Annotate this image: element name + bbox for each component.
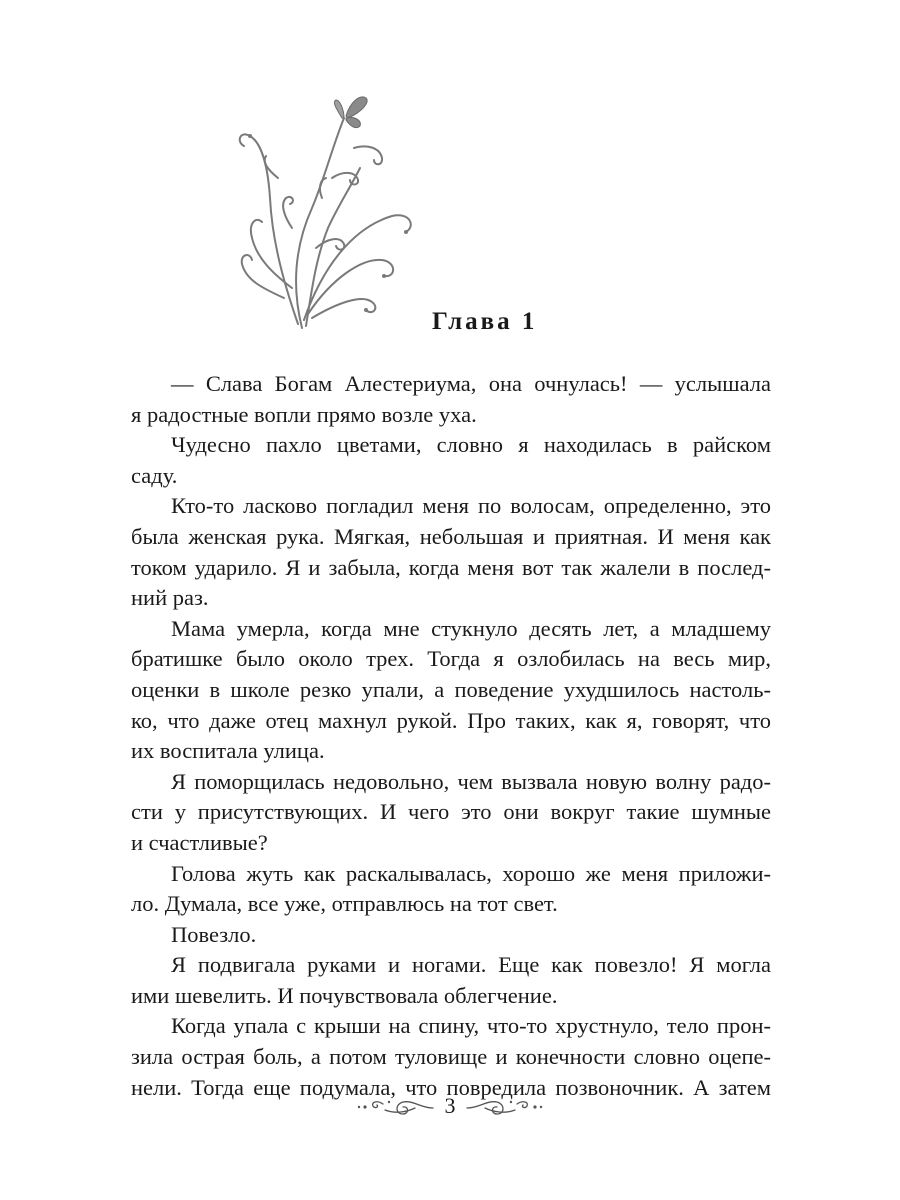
text-line: — Слава Богам Алестериума, она очнулась! — услышала [171,371,771,396]
text-line: братишке было около трех. Тогда я озлобилась на весь мир, [131,646,771,672]
text-line: Чудесно пахло цветами, словно я находилась в райском [171,432,771,458]
text-line: Мама умерла, когда мне стукнуло десять лет, а младшему [171,615,771,641]
floral-ornament-icon [232,88,422,336]
text-line: зила острая боль, а потом туловище и конечности словно оцепе- [131,1044,771,1070]
text-line: саду. [131,462,178,488]
text-line: сти у присутствующих. И чего это они вокруг такие шумные [131,799,771,825]
page-footer [355,1090,545,1126]
text-line: Кто-то ласково погладил меня по волосам, определенно, это [171,493,771,519]
text-line: Когда упала с крыши на спину, что-то хрустнуло, тело прон- [171,1013,771,1039]
text-line: была женская рука. Мягкая, небольшая и приятная. И меня как [131,523,771,549]
text-line: Повезло. [171,921,257,947]
text-line: Голова жуть как раскалывалась, хорошо же меня приложи- [171,860,771,886]
text-line: оценки в школе резко упали, а поведение ухудшилось настоль- [131,676,771,702]
chapter-title: Глава 1 [432,308,538,335]
text-line: ими шевелить. И почувствовала облегчение. [131,982,558,1008]
chapter-text [131,369,771,1103]
text-line: током ударило. Я и забыла, когда меня вот так жалели в послед- [131,554,771,580]
text-line: нели. Тогда еще подумала, что повредила позвоночник. А затем [131,1074,771,1100]
footer-right-flourish-icon [465,1094,545,1118]
text-line: Я поморщилась недовольно, чем вызвала новую волну радо- [171,768,771,794]
text-line: ко, что даже отец махнул рукой. Про таких, как я, говорят, что [131,707,771,733]
text-line: я радостные вопли прямо возле уха. [131,401,477,427]
text-line: ло. Думала, все уже, отправлюсь на тот свет. [131,891,558,917]
page-number: 3 [444,1093,456,1118]
text-line: Я подвигала руками и ногами. Еще как повезло! Я могла [171,952,771,978]
text-line: ний раз. [131,585,209,611]
text-line: их воспитала улица. [131,738,325,764]
text-line: и счастливые? [131,829,268,855]
